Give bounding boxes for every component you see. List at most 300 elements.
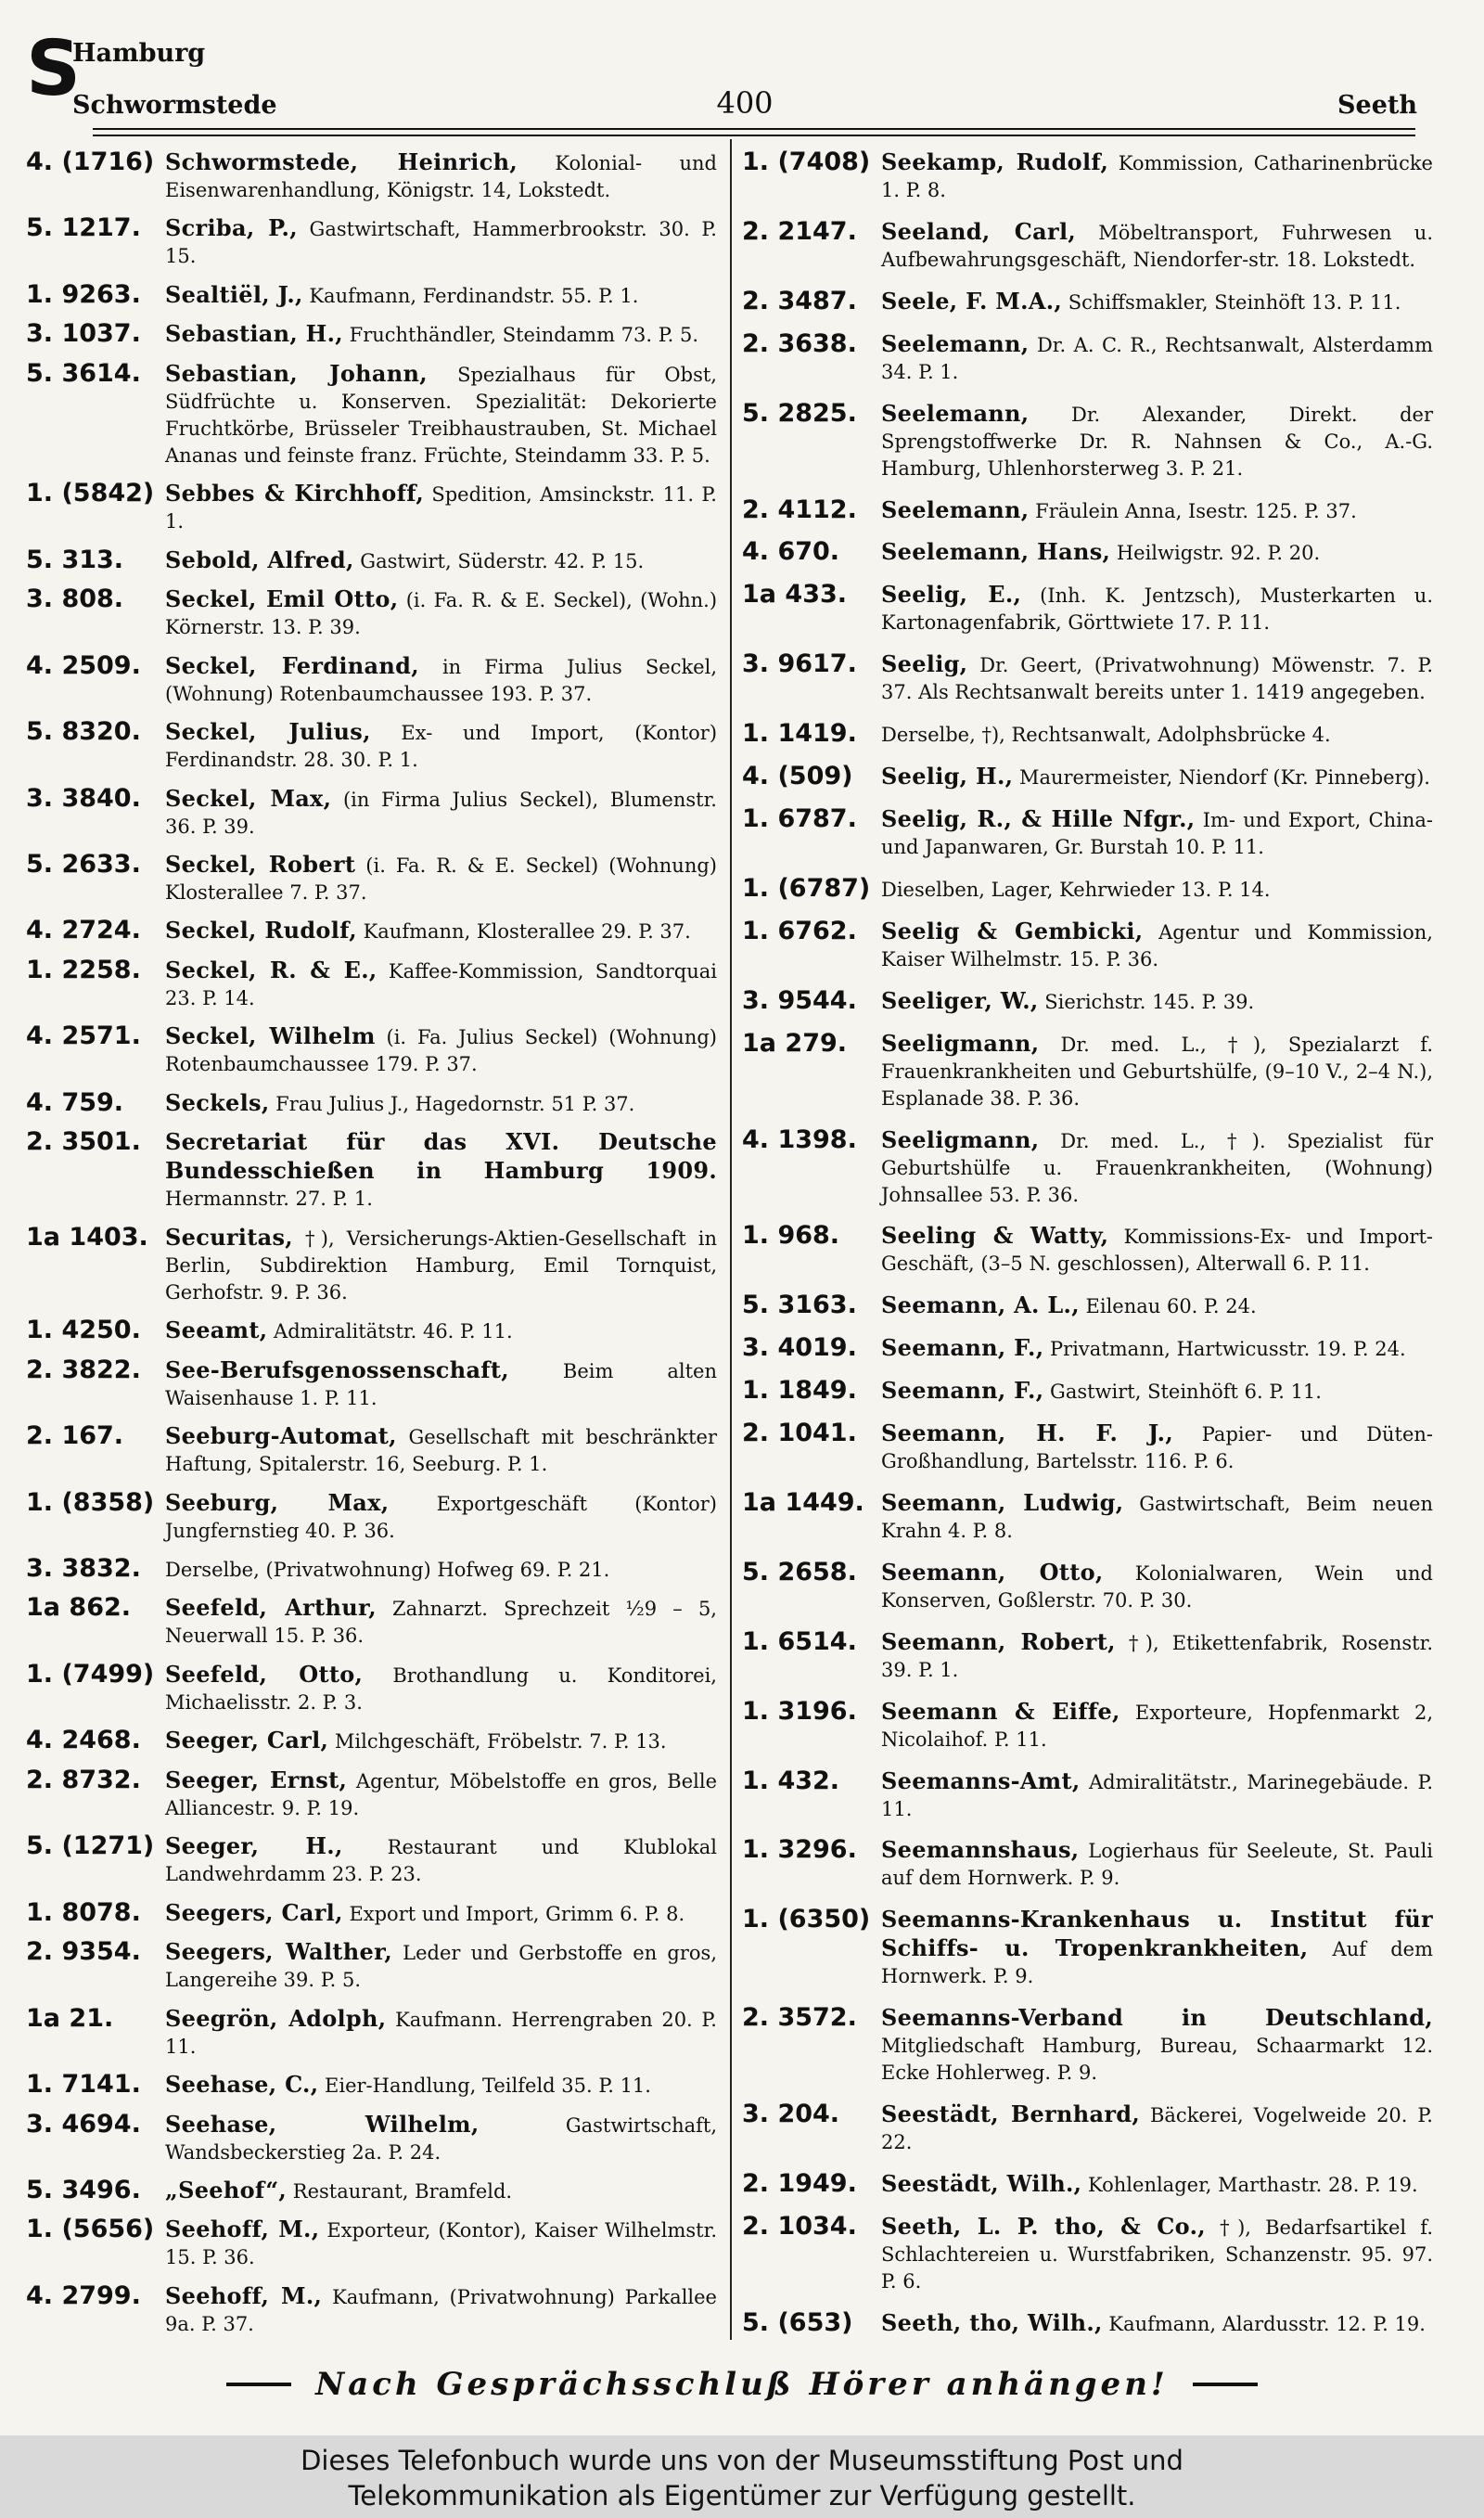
subscriber-details: Frau Julius J., Hagedornstr. 51 P. 37. [269, 1092, 635, 1115]
phone-number: 1. 432. [742, 1766, 840, 1795]
entry-text [881, 1420, 1433, 1475]
entry-text [165, 1356, 717, 1412]
subscriber-details: Sierichstr. 145. P. 39. [1038, 990, 1255, 1013]
subscriber-name: Seeger, H., [165, 1832, 343, 1860]
entry-text [165, 2111, 717, 2166]
phone-number: 2. 4112. [742, 495, 857, 524]
first-name-heading: Schwormstede [72, 91, 277, 120]
entry-text [881, 581, 1433, 636]
subscriber-details: Im- und Export, China- und Japanwaren, Gr. Burstah 10. P. 11. [881, 808, 1434, 858]
closing-dash-left [226, 2383, 291, 2386]
directory-entry [742, 538, 1433, 567]
phone-number: 4. 1398. [742, 1124, 857, 1154]
subscriber-name: Seelig, E., [881, 581, 1022, 609]
subscriber-name: Seeth, tho, Wilh., [881, 2308, 1103, 2336]
subscriber-name: Securitas, [165, 1223, 293, 1251]
subscriber-name: Seeliger, W., [881, 986, 1039, 1014]
entry-text [165, 2216, 717, 2271]
phone-number: 1. 1849. [742, 1376, 857, 1406]
subscriber-name: Seemann, F., [881, 1334, 1044, 1362]
subscriber-details: (i. Fa. R. & E. Seckel), (Wohn.) Körnerstr. 13. P. 39. [165, 589, 718, 639]
phone-number: 1. 4250. [26, 1316, 141, 1345]
directory-entry [742, 1906, 1433, 1990]
directory-entry [26, 1489, 717, 1545]
phone-number: 3. 808. [26, 585, 124, 614]
subscriber-details: Möbeltransport, Fuhrwesen u. Aufbewahrungsgeschäft, Niendorfer-str. 18. Lokstedt. [881, 221, 1433, 271]
phone-number: 5. (1271) [26, 1831, 155, 1861]
subscriber-details: Dr. med. L., †), Spezialarzt f. Frauenkrankheiten und Geburtshülfe, (9–10 V., 2–4 N.), Esplanade 38. P. 36. [881, 1033, 1433, 1110]
phone-number: 1a 433. [742, 580, 848, 610]
footer-line-1: Dieses Telefonbuch wurde uns von der Museumsstiftung Post und [301, 2445, 1183, 2476]
subscriber-name: Seemanns-Verband in Deutschland, [881, 2004, 1433, 2032]
subscriber-name: Seemanns-Krankenhaus u. Institut für Schiffs- u. Tropenkrankheiten, [881, 1906, 1433, 1962]
subscriber-details: Export und Import, Grimm 6. P. 8. [342, 1902, 685, 1925]
directory-entry [26, 1661, 717, 1716]
subscriber-name: Seele, F. M.A., [881, 287, 1063, 315]
phone-number: 1. 8078. [26, 1897, 141, 1927]
subscriber-details: Kaufmann. Herrengraben 20. P. 11. [165, 2008, 717, 2058]
subscriber-details: Milchgeschäft, Fröbelstr. 7. P. 13. [328, 1730, 667, 1754]
directory-entry [26, 1555, 717, 1584]
subscriber-name: Seeligmann, [881, 1125, 1040, 1153]
subscriber-details: Exporteur, (Kontor), Kaiser Wilhelmstr. 15. P. 36. [165, 2219, 717, 2269]
subscriber-details: Auf dem Hornwerk. P. 9. [881, 1938, 1433, 1988]
phone-number: 2. 3487. [742, 286, 857, 315]
phone-number: 3. 9544. [742, 985, 857, 1015]
entry-text [881, 1030, 1433, 1112]
subscriber-name: Seegers, Carl, [165, 1898, 343, 1926]
phone-number: 2. 9354. [26, 1937, 141, 1967]
subscriber-details: Spezialhaus für Obst, Südfrüchte u. Konserven. Spezialität: Dekorierte Fruchtkörbe, Brüsseler Treibhaustrauben, St. Michael Ananas und feinste franz. Früchte, Steindamm 33. P. 5. [165, 363, 717, 467]
entry-text [165, 281, 717, 310]
phone-number: 1. 6514. [742, 1626, 857, 1656]
directory-entry [742, 805, 1433, 861]
entry-text [881, 1377, 1433, 1406]
subscriber-details: Dieselben, Lager, Kehrwieder 13. P. 14. [881, 878, 1271, 901]
phone-number: 1a 279. [742, 1028, 848, 1058]
subscriber-details: Gastwirtschaft, Beim neuen Krahn 4. P. 8. [881, 1492, 1433, 1542]
subscriber-details: in Firma Julius Seckel, (Wohnung) Rotenbaumchaussee 193. P. 37. [165, 655, 717, 705]
subscriber-name: Seemann, Ludwig, [881, 1488, 1124, 1516]
phone-number: 1. 3196. [742, 1696, 857, 1726]
directory-entry [742, 1489, 1433, 1545]
entry-text [165, 1661, 717, 1716]
subscriber-name: Seemann, Otto, [881, 1558, 1104, 1586]
directory-entry [26, 2216, 717, 2271]
subscriber-name: Seckel, Robert [165, 850, 356, 878]
directory-entry [26, 148, 717, 204]
directory-entry [26, 1594, 717, 1650]
directory-entry [742, 720, 1433, 749]
subscriber-name: Seestädt, Wilh., [881, 2170, 1082, 2198]
phone-number: 4. (1716) [26, 148, 155, 176]
directory-entry [26, 2005, 717, 2061]
entry-text [881, 2213, 1433, 2295]
entry-text [165, 785, 717, 841]
phone-number: 1. 2258. [26, 955, 141, 984]
entry-text [881, 1222, 1433, 1278]
directory-entry [742, 650, 1433, 706]
phone-number: 2. 2147. [742, 216, 857, 246]
directory-entry [26, 957, 717, 1012]
phone-number: 1. (6350) [742, 1905, 871, 1934]
subscriber-details: Logierhaus für Seeleute, St. Pauli auf dem Hornwerk. P. 9. [881, 1840, 1433, 1890]
directory-entry [742, 400, 1433, 482]
directory-entry [742, 1291, 1433, 1320]
subscriber-name: Seegrön, Adolph, [165, 2004, 387, 2032]
footer-line-2: Telekommunikation als Eigentümer zur Verfügung gestellt. [348, 2480, 1136, 2512]
directory-entry [26, 281, 717, 310]
subscriber-name: Seckel, Emil Otto, [165, 585, 399, 613]
subscriber-name: Seckel, Julius, [165, 718, 371, 746]
directory-entry [26, 917, 717, 945]
subscriber-name: Seckel, Wilhelm [165, 1022, 376, 1050]
subscriber-name: Seeling & Watty, [881, 1222, 1109, 1250]
phone-number: 1a 1449. [742, 1487, 864, 1517]
directory-entry [742, 875, 1433, 904]
phone-number: 1. (6787) [742, 873, 871, 903]
subscriber-name: Seeland, Carl, [881, 217, 1077, 245]
phone-number: 5. 8320. [26, 717, 141, 747]
entry-text [165, 1938, 717, 1994]
directory-entry [742, 1334, 1433, 1363]
entry-text [881, 2170, 1433, 2199]
subscriber-details: Agentur und Kommission, Kaiser Wilhelmstr. 15. P. 36. [881, 920, 1433, 970]
directory-entry [26, 1727, 717, 1755]
subscriber-details: Fräulein Anna, Isestr. 125. P. 37. [1029, 499, 1357, 522]
directory-entry [26, 2177, 717, 2205]
phone-number: 5. 3614. [26, 358, 141, 388]
directory-entry [26, 1224, 717, 1306]
entry-text [165, 1832, 717, 1888]
subscriber-name: Sebastian, H., [165, 320, 343, 348]
entry-text [881, 720, 1433, 749]
entry-text [165, 1317, 717, 1345]
phone-number: 4. 2799. [26, 2280, 141, 2310]
subscriber-name: Seelemann, [881, 399, 1030, 427]
entry-text [881, 2309, 1433, 2338]
entry-text [881, 1334, 1433, 1363]
directory-entry [742, 1698, 1433, 1754]
subscriber-details: Eier-Handlung, Teilfeld 35. P. 11. [318, 2075, 651, 2098]
subscriber-name: Seelig, [881, 650, 968, 678]
entry-text [881, 538, 1433, 567]
subscriber-details: †), Etikettenfabrik, Rosenstr. 39. P. 1. [881, 1631, 1433, 1681]
subscriber-details: Kommissions-Ex- und Import-Geschäft, (3–5 N. geschlossen), Alterwall 6. P. 11. [881, 1226, 1434, 1276]
subscriber-details: Gastwirtschaft, Wandsbeckerstieg 2a. P. 24. [165, 2113, 717, 2164]
entry-text [165, 1766, 717, 1822]
subscriber-details: Dr. med. L., †). Spezialist für Geburtshülfe u. Frauenkrankheiten, (Wohnung) Johnsallee 53. P. 36. [881, 1129, 1433, 1206]
directory-entry [26, 480, 717, 535]
subscriber-name: Seekamp, Rudolf, [881, 148, 1109, 175]
subscriber-name: Seemanns-Amt, [881, 1766, 1081, 1794]
directory-entry [742, 2004, 1433, 2087]
right-column [742, 148, 1433, 2338]
subscriber-details: Exporteure, Hopfenmarkt 2, Nicolaihof. P. 11. [881, 1701, 1433, 1751]
directory-entry [742, 2100, 1433, 2156]
entry-text [881, 330, 1433, 386]
phone-number: 1. (8358) [26, 1487, 155, 1517]
directory-entry [742, 987, 1433, 1016]
subscriber-name: Seemann, F., [881, 1377, 1044, 1405]
phone-number: 1. 7141. [26, 2070, 141, 2100]
entry-text [881, 218, 1433, 274]
place-heading: Hamburg [72, 39, 206, 68]
subscriber-name: Seehoff, M., [165, 2216, 320, 2243]
directory-entry [26, 1899, 717, 1928]
subscriber-name: Seehase, Wilhelm, [165, 2110, 480, 2138]
directory-entry [26, 1128, 717, 1213]
phone-number: 1a 862. [26, 1593, 132, 1623]
subscriber-name: Seelemann, [881, 495, 1030, 523]
entry-text [165, 1089, 717, 1118]
directory-entry [742, 1559, 1433, 1614]
directory-entry [742, 2309, 1433, 2338]
page-number: 400 [716, 85, 774, 121]
directory-entry [26, 718, 717, 774]
subscriber-name: Seemann, A. L., [881, 1291, 1080, 1319]
directory-entry [26, 214, 717, 270]
subscriber-name: Seckel, Rudolf, [165, 917, 357, 944]
phone-number: 5. 313. [26, 545, 124, 574]
directory-entry [26, 585, 717, 641]
subscriber-details: Kaufmann, Ferdinandstr. 55. P. 1. [302, 284, 639, 307]
subscriber-name: Seeburg, Max, [165, 1488, 390, 1516]
directory-entry [742, 1836, 1433, 1892]
entry-text [165, 480, 717, 535]
directory-entry [26, 546, 717, 575]
phone-number: 1. (5656) [26, 2215, 155, 2244]
directory-entry [742, 1222, 1433, 1278]
phone-number: 3. 4019. [742, 1333, 857, 1363]
subscriber-name: Seemannshaus, [881, 1836, 1080, 1864]
subscriber-details: Kaufmann, Alardusstr. 12. P. 19. [1102, 2312, 1426, 2335]
subscriber-name: Seeamt, [165, 1317, 268, 1344]
subscriber-details: Kolonialwaren, Wein und Konserven, Goßlerstr. 70. P. 30. [881, 1561, 1433, 1612]
closing-note [0, 2357, 1484, 2412]
subscriber-details: Fruchthändler, Steindamm 73. P. 5. [342, 324, 699, 347]
subscriber-name: Seckels, [165, 1088, 270, 1116]
directory-entry [26, 1356, 717, 1412]
entry-text [165, 360, 717, 469]
directory-entry [742, 1420, 1433, 1475]
phone-number: 3. 3840. [26, 783, 141, 813]
subscriber-name: Seehoff, M., [165, 2281, 323, 2309]
subscriber-name: Seehase, C., [165, 2071, 319, 2099]
directory-entry [742, 1126, 1433, 1209]
phone-number: 4. 2724. [26, 916, 141, 945]
subscriber-name: Seemann, Robert, [881, 1627, 1116, 1655]
subscriber-details: Papier- und Düten-Großhandlung, Bartelsstr. 116. P. 6. [881, 1423, 1433, 1473]
phone-number: 3. 1037. [26, 319, 141, 349]
directory-entry [26, 785, 717, 841]
subscriber-details: Maurermeister, Niendorf (Kr. Pinneberg). [1013, 766, 1430, 790]
subscriber-name: Seeger, Ernst, [165, 1766, 348, 1793]
entry-text [165, 1128, 717, 1213]
subscriber-name: Seeger, Carl, [165, 1727, 329, 1754]
phone-number: 5. 2658. [742, 1557, 857, 1587]
directory-entry [742, 2170, 1433, 2199]
directory-entry [26, 2071, 717, 2100]
phone-number: 4. 2571. [26, 1021, 141, 1051]
entry-text [881, 987, 1433, 1016]
directory-entry [742, 1628, 1433, 1684]
entry-text [881, 2100, 1433, 2156]
subscriber-name: Scriba, P., [165, 214, 298, 242]
directory-entry [26, 2282, 717, 2338]
phone-number: 5. (653) [742, 2307, 853, 2337]
directory-entry [742, 1377, 1433, 1406]
subscriber-details: Hermannstr. 27. P. 1. [165, 1188, 373, 1211]
subscriber-name: Seefeld, Otto, [165, 1660, 364, 1688]
phone-number: 1. 968. [742, 1221, 840, 1251]
entry-text [165, 1489, 717, 1545]
phone-number: 1. (7408) [742, 148, 871, 176]
phone-number: 4. 670. [742, 537, 840, 567]
entry-text [165, 1555, 717, 1584]
phone-number: 3. 3832. [26, 1553, 141, 1583]
subscriber-name: Seckel, Ferdinand, [165, 651, 419, 679]
entry-text [165, 2071, 717, 2100]
entry-text [165, 1224, 717, 1306]
subscriber-details: Gesellschaft mit beschränkter Haftung, Spitalerstr. 16, Seeburg. P. 1. [165, 1426, 717, 1476]
subscriber-details: †), Versicherungs-Aktien-Gesellschaft in Berlin, Subdirektion Hamburg, Emil Tornquist, Gerhofstr. 9. P. 36. [165, 1227, 717, 1304]
entry-text [881, 288, 1433, 316]
entry-text [881, 496, 1433, 525]
directory-entry [742, 288, 1433, 316]
subscriber-details: Admiralitätstr. 46. P. 11. [267, 1320, 513, 1343]
subscriber-name: See-Berufsgenossenschaft, [165, 1355, 509, 1383]
phone-number: 5. 3163. [742, 1291, 857, 1320]
entry-text [165, 2177, 717, 2205]
phone-number: 5. 3496. [26, 2175, 141, 2204]
phone-number: 1. (5842) [26, 479, 155, 508]
subscriber-name: Seelig, H., [881, 763, 1014, 790]
subscriber-name: Seckel, R. & E., [165, 956, 377, 983]
entry-text [881, 400, 1433, 482]
phone-number: 4. 2509. [26, 650, 141, 680]
subscriber-details: Gastwirt, Süderstr. 42. P. 15. [353, 549, 645, 572]
entry-text [165, 546, 717, 575]
subscriber-details: Spedition, Amsinckstr. 11. P. 1. [165, 483, 717, 533]
entry-text [881, 1906, 1433, 1990]
entry-text [881, 1628, 1433, 1684]
subscriber-details: Schiffsmakler, Steinhöft 13. P. 11. [1062, 290, 1401, 314]
directory-entry [26, 1022, 717, 1078]
directory-entry [742, 148, 1433, 204]
subscriber-name: Seelemann, Hans, [881, 538, 1111, 566]
directory-entry [742, 763, 1433, 791]
header-rule [93, 128, 1415, 130]
directory-entry [26, 1938, 717, 1994]
directory-entry [26, 1422, 717, 1478]
phone-number: 1. 9263. [26, 279, 141, 309]
entry-text [165, 917, 717, 945]
subscriber-details: Mitgliedschaft Hamburg, Bureau, Schaarmarkt 12. Ecke Hohlerweg. P. 9. [881, 2035, 1433, 2085]
entry-text [165, 718, 717, 774]
entry-text [165, 1422, 717, 1478]
closing-note-text: Nach Gesprächsschluß Hörer anhängen! [315, 2366, 1169, 2403]
subscriber-details: Admiralitätstr., Marinegebäude. P. 11. [881, 1770, 1433, 1820]
subscriber-name: Seelemann, [881, 329, 1030, 357]
subscriber-details: Bäckerei, Vogelweide 20. P. 22. [881, 2104, 1433, 2154]
entry-text [165, 2005, 717, 2061]
subscriber-name: Sealtiël, J., [165, 280, 303, 308]
entry-text [881, 918, 1433, 973]
entry-text [165, 851, 717, 906]
phone-number: 3. 4694. [26, 2109, 141, 2139]
phone-number: 2. 3501. [26, 1127, 141, 1157]
phone-number: 2. 3822. [26, 1355, 141, 1384]
entry-text [881, 650, 1433, 706]
phone-number: 5. 2825. [742, 398, 857, 428]
phone-number: 4. 2468. [26, 1726, 141, 1755]
subscriber-details: Heilwigstr. 92. P. 20. [1110, 542, 1321, 565]
phone-number: 1a 21. [26, 2003, 114, 2033]
phone-number: 2. 3638. [742, 328, 857, 358]
phone-number: 2. 167. [26, 1421, 124, 1451]
directory-entry [26, 652, 717, 708]
phone-number: 1a 1403. [26, 1222, 148, 1252]
entry-text [881, 1291, 1433, 1320]
entry-text [165, 320, 717, 349]
subscriber-details: †), Bedarfsartikel f. Schlachtereien u. Wurstfabriken, Schanzenstr. 95. 97. P. 6. [881, 2216, 1433, 2293]
subscriber-details: Exportgeschäft (Kontor) Jungfernstieg 40. P. 36. [165, 1492, 717, 1542]
phone-number: 4. 759. [26, 1087, 124, 1117]
subscriber-name: Seemann, H. F. J., [881, 1420, 1173, 1447]
subscriber-details: Gastwirt, Steinhöft 6. P. 11. [1043, 1381, 1322, 1404]
phone-number: 2. 8732. [26, 1765, 141, 1794]
directory-entry [742, 496, 1433, 525]
subscriber-details: Kaufmann, (Privatwohnung) Parkallee 9a. P. 37. [165, 2285, 717, 2335]
last-name-heading: Seeth [1337, 91, 1417, 120]
subscriber-name: Seeth, L. P. tho, & Co., [881, 2213, 1206, 2240]
entry-text [881, 763, 1433, 791]
subscriber-name: Seeburg-Automat, [165, 1422, 397, 1450]
subscriber-name: Secretariat für das XVI. Deutsche Bundesschießen in Hamburg 1909. [165, 1128, 717, 1185]
subscriber-name: Sebastian, Johann, [165, 359, 428, 387]
phone-number: 3. 204. [742, 2100, 840, 2129]
page-header [26, 25, 1417, 132]
directory-entry [26, 2111, 717, 2166]
entry-text [881, 1559, 1433, 1614]
phone-number: 1. 3296. [742, 1835, 857, 1865]
subscriber-name: Seelig, R., & Hille Nfgr., [881, 804, 1196, 832]
entry-text [881, 2004, 1433, 2087]
phone-number: 2. 3572. [742, 2003, 857, 2033]
subscriber-details: (i. Fa. R. & E. Seckel) (Wohnung) Klosterallee 7. P. 37. [165, 854, 717, 904]
subscriber-details: (in Firma Julius Seckel), Blumenstr. 36. P. 39. [165, 788, 717, 838]
directory-entry [26, 360, 717, 469]
subscriber-name: Seckel, Max, [165, 784, 332, 812]
subscriber-name: Seestädt, Bernhard, [881, 2100, 1141, 2128]
subscriber-name: Sebbes & Kirchhoff, [165, 480, 424, 507]
entry-text [881, 805, 1433, 861]
directory-entry [742, 1767, 1433, 1823]
entry-text [165, 1899, 717, 1928]
subscriber-details: Kaufmann, Klosterallee 29. P. 37. [356, 920, 691, 944]
entry-text [165, 2282, 717, 2338]
subscriber-details: Dr. A. C. R., Rechtsanwalt, Alsterdamm 34. P. 1. [881, 333, 1433, 383]
subscriber-details: Derselbe, †), Rechtsanwalt, Adolphsbrücke 4. [881, 724, 1331, 747]
directory-entry [742, 581, 1433, 636]
directory-entry [742, 218, 1433, 274]
column-divider [730, 139, 732, 2340]
phone-number: 3. 9617. [742, 649, 857, 679]
phone-number: 1. (7499) [26, 1659, 155, 1689]
entry-text [881, 1698, 1433, 1754]
subscriber-name: Seeligmann, [881, 1029, 1040, 1057]
